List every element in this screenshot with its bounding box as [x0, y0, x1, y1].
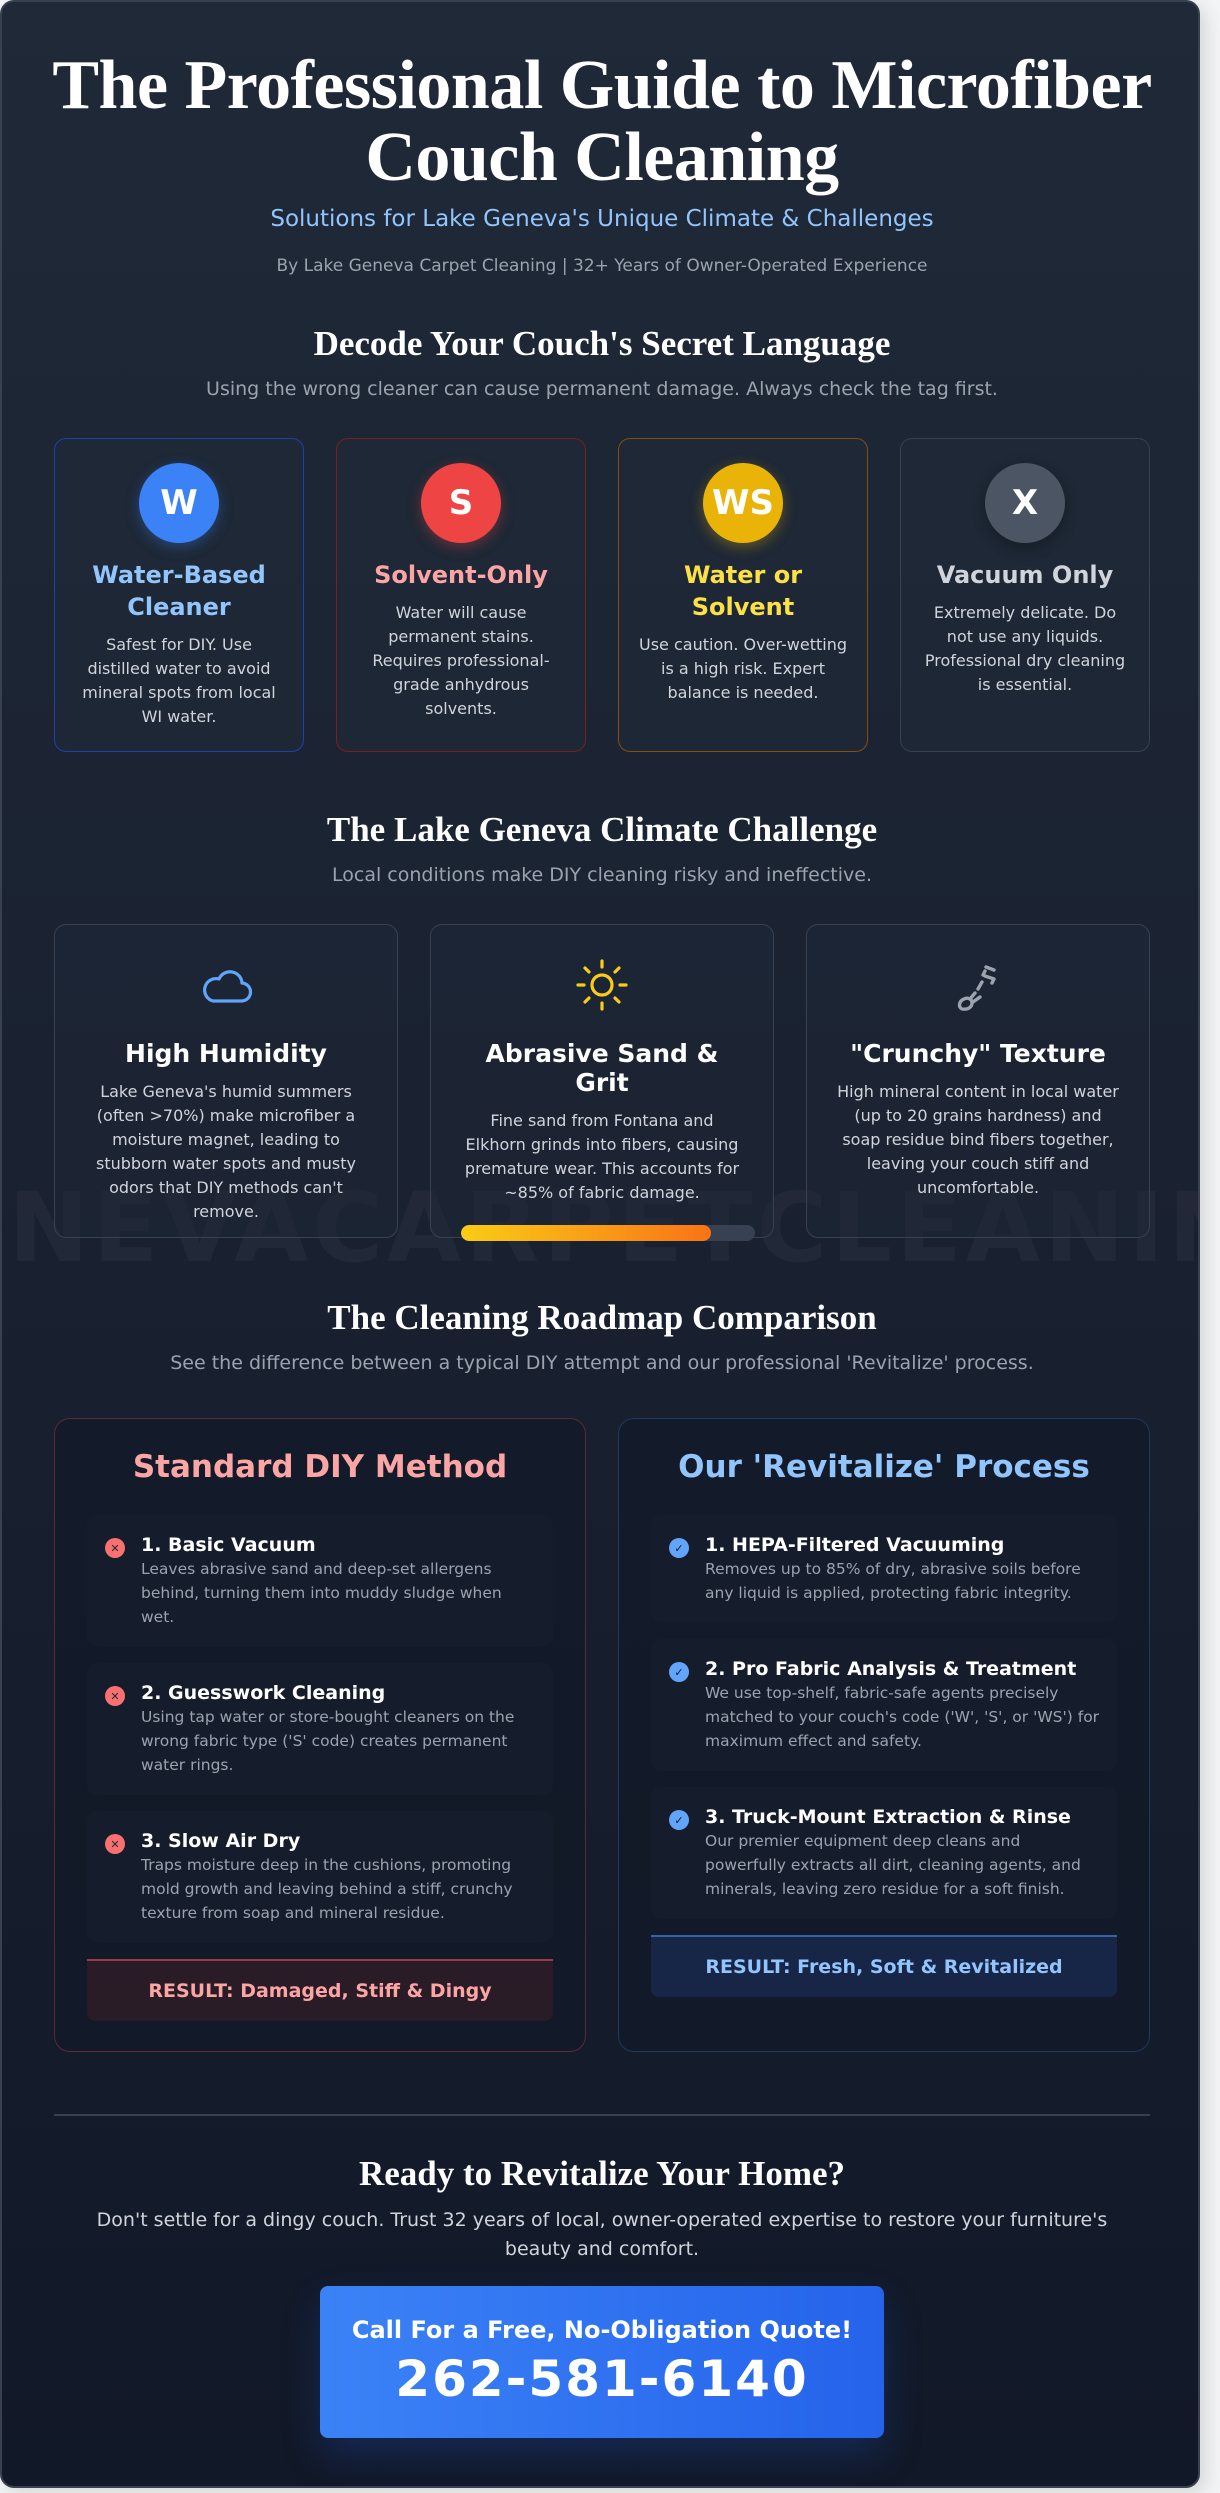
cta-description: Don't settle for a dingy couch. Trust 32 years of local, owner-operated expertise to restore your furniture's beauty and comfort.: [96, 2209, 1108, 2260]
step-title: 1. HEPA-Filtered Vacuuming: [705, 1534, 1005, 1556]
codes-title: Decode Your Couch's Secret Language: [313, 324, 891, 363]
climate-card-texture: [806, 924, 1150, 1238]
diy-step: [87, 1663, 553, 1795]
step-desc: Leaves abrasive sand and deep-set allergens behind, turning them into muddy sludge when wet.: [141, 1560, 502, 1626]
pro-step: [651, 1515, 1117, 1623]
pro-column: [618, 1418, 1150, 2052]
climate-subtitle: Local conditions make DIY cleaning risky and ineffective.: [332, 864, 872, 886]
code-badge-w: W: [139, 463, 219, 543]
code-card-x: [900, 438, 1150, 752]
climate-title: The Lake Geneva Climate Challenge: [326, 810, 878, 849]
code-title: Water-Based Cleaner: [92, 561, 266, 621]
page-title: The Professional Guide to Microfiber Couch Cleaning: [52, 47, 1152, 196]
climate-card-desc: Lake Geneva's humid summers (often >70%) make microfiber a moisture magnet, leading to stubborn water spots and musty odors that DIY methods can't remove.: [95, 1082, 356, 1221]
roadmap-title: The Cleaning Roadmap Comparison: [327, 1298, 877, 1337]
climate-card-sand: [430, 924, 774, 1238]
step-title: 1. Basic Vacuum: [141, 1534, 316, 1556]
x-circle-icon: ✕: [105, 1686, 125, 1706]
climate-card-desc: Fine sand from Fontana and Elkhorn grinds into fibers, causing premature wear. This accounts for ~85% of fabric damage.: [464, 1111, 740, 1202]
diy-step: [87, 1515, 553, 1647]
pro-result: RESULT: Fresh, Soft & Revitalized: [651, 1935, 1117, 1997]
codes-subtitle: Using the wrong cleaner can cause permanent damage. Always check the tag first.: [206, 378, 998, 400]
climate-card-title: "Crunchy" Texture: [850, 1039, 1106, 1068]
step-title: 3. Truck-Mount Extraction & Rinse: [705, 1806, 1071, 1828]
cloud-icon: [196, 955, 256, 1015]
code-card-s: [336, 438, 586, 752]
pro-step: [651, 1639, 1117, 1771]
pro-step: [651, 1787, 1117, 1919]
check-circle-icon: ✓: [669, 1662, 689, 1682]
code-badge-x: X: [985, 463, 1065, 543]
diy-step: [87, 1811, 553, 1943]
climate-card-desc: High mineral content in local water (up to 20 grains hardness) and soap residue bind fibers together, leaving your couch stiff and uncomfortable.: [837, 1082, 1119, 1197]
damage-progress-bar: [461, 1225, 755, 1241]
x-circle-icon: ✕: [105, 1834, 125, 1854]
step-title: 2. Pro Fabric Analysis & Treatment: [705, 1658, 1077, 1680]
diy-column: [54, 1418, 586, 2052]
step-title: 3. Slow Air Dry: [141, 1830, 301, 1852]
code-desc: Extremely delicate. Do not use any liquids. Professional dry cleaning is essential.: [924, 603, 1126, 694]
check-circle-icon: ✓: [669, 1538, 689, 1558]
code-title: Vacuum Only: [936, 561, 1114, 589]
climate-card-humidity: [54, 924, 398, 1238]
code-badge-s: S: [421, 463, 501, 543]
roadmap-subtitle: See the difference between a typical DIY attempt and our professional 'Revitalize' process.: [170, 1352, 1034, 1374]
code-badge-ws: WS: [703, 463, 783, 543]
step-desc: Our premier equipment deep cleans and powerfully extracts all dirt, cleaning agents, and minerals, leaving zero residue for a soft finish.: [705, 1832, 1081, 1898]
code-title: Solvent-Only: [374, 561, 548, 589]
page-subtitle: Solutions for Lake Geneva's Unique Climate & Challenges: [270, 206, 934, 232]
climate-card-title: Abrasive Sand & Grit: [485, 1039, 719, 1097]
step-title: 2. Guesswork Cleaning: [141, 1682, 386, 1704]
call-quote-button[interactable]: [320, 2286, 884, 2438]
code-desc: Water will cause permanent stains. Requires professional-grade anhydrous solvents.: [372, 603, 550, 718]
cta-title: Ready to Revitalize Your Home?: [358, 2154, 846, 2193]
climate-card-title: High Humidity: [125, 1039, 327, 1068]
code-card-w: [54, 438, 304, 752]
pro-heading: Our 'Revitalize' Process: [678, 1449, 1090, 1485]
step-desc: Using tap water or store-bought cleaners on the wrong fabric type ('S' code) creates permanent water rings.: [141, 1708, 515, 1774]
cta-button-label: Call For a Free, No-Obligation Quote!: [351, 2316, 853, 2344]
damage-progress-fill: [461, 1225, 711, 1241]
code-desc: Safest for DIY. Use distilled water to avoid mineral spots from local WI water.: [82, 635, 276, 726]
code-title: Water or Solvent: [683, 561, 803, 621]
step-desc: Traps moisture deep in the cushions, promoting mold growth and leaving behind a stiff, crunchy texture from soap and mineral residue.: [141, 1856, 513, 1922]
brush-icon: [948, 955, 1008, 1015]
check-circle-icon: ✓: [669, 1810, 689, 1830]
sun-icon: [572, 955, 632, 1015]
section-divider: [54, 2114, 1150, 2116]
byline: By Lake Geneva Carpet Cleaning | 32+ Years of Owner-Operated Experience: [276, 256, 928, 276]
step-desc: Removes up to 85% of dry, abrasive soils before any liquid is applied, protecting fabric integrity.: [705, 1560, 1081, 1602]
code-desc: Use caution. Over-wetting is a high risk. Expert balance is needed.: [639, 635, 847, 702]
step-desc: We use top-shelf, fabric-safe agents precisely matched to your couch's code ('W', 'S', or 'WS') for maximum effect and safety.: [705, 1684, 1100, 1750]
code-card-ws: [618, 438, 868, 752]
phone-number[interactable]: 262-581-6140: [395, 2350, 809, 2408]
diy-result: RESULT: Damaged, Stiff & Dingy: [87, 1959, 553, 2021]
diy-heading: Standard DIY Method: [132, 1449, 508, 1485]
x-circle-icon: ✕: [105, 1538, 125, 1558]
